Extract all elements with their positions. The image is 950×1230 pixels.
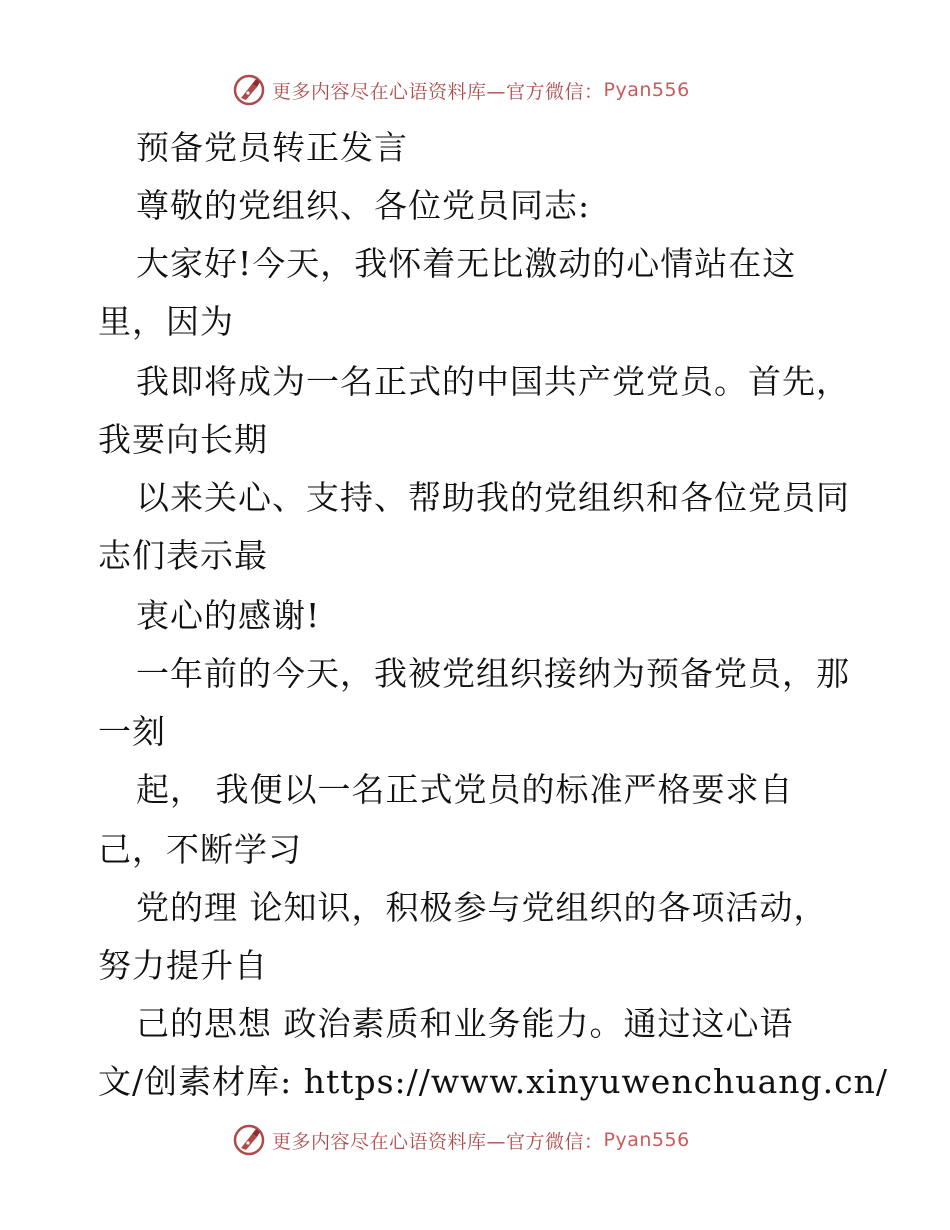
banner-wechat-id: Pyan556 xyxy=(603,79,690,101)
pen-nib-circle-icon xyxy=(232,73,266,107)
footer-banner xyxy=(232,1120,690,1160)
body-line: 党的理 论知识，积极参与党组织的各项活动， xyxy=(136,888,828,927)
body-line: 里，因为 xyxy=(98,302,234,341)
body-line: 努力提升自 xyxy=(98,946,268,985)
body-line: 以来关心、支持、帮助我的党组织和各位党员同 xyxy=(136,478,850,517)
banner-wechat-id: Pyan556 xyxy=(603,1129,690,1151)
body-line: 一年前的今天，我被党组织接纳为预备党员，那 xyxy=(136,654,850,693)
document-title: 预备党员转正发言 xyxy=(136,128,408,167)
body-line: 己的思想 政治素质和业务能力。通过这心语 xyxy=(136,1004,794,1043)
body-line: 大家好!今天，我怀着无比激动的心情站在这 xyxy=(136,244,797,283)
body-line: 尊敬的党组织、各位党员同志: xyxy=(136,186,591,225)
body-line: 我要向长期 xyxy=(98,420,268,459)
body-line: 起， 我便以一名正式党员的标准严格要求自 xyxy=(136,770,794,809)
pen-nib-circle-icon xyxy=(232,1123,266,1157)
body-line: 我即将成为一名正式的中国共产党党员。首先， xyxy=(136,362,850,401)
body-line: 衷心的感谢! xyxy=(136,596,321,635)
body-line: 一刻 xyxy=(98,712,166,751)
banner-text: 更多内容尽在心语资料库—官方微信： xyxy=(272,80,604,103)
source-link[interactable]: 文/创素材库: https://www.xinyuwenchuang.cn/ xyxy=(98,1062,888,1101)
header-banner xyxy=(232,70,690,110)
body-line: 己，不断学习 xyxy=(98,830,302,869)
body-line: 志们表示最 xyxy=(98,536,268,575)
banner-text: 更多内容尽在心语资料库—官方微信： xyxy=(272,1130,604,1153)
